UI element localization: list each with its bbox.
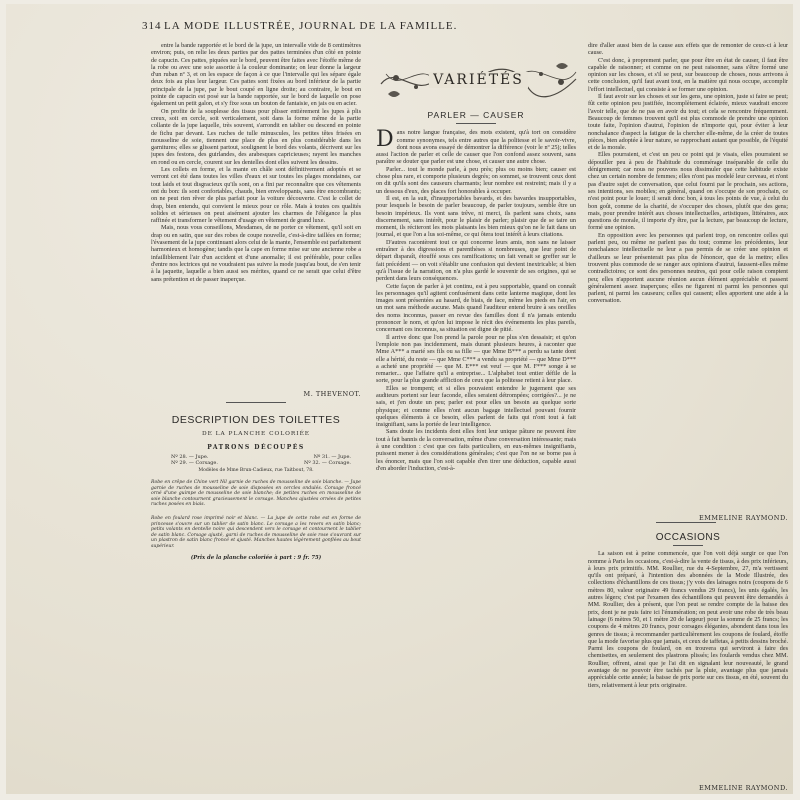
modeles-credit: Modèles de Mme Brun-Cadieux, rue Taitbout, 78.	[198, 468, 314, 473]
dropcap: D	[376, 127, 394, 153]
newspaper-page	[6, 4, 793, 794]
column-occasions	[588, 528, 788, 778]
varietes-banner	[376, 54, 581, 106]
paragraph: Cette façon de parler à jet continu, est à peu supportable, quand on connaît les personnages qu'il agitent confusément dans cette lanterne magique, dont les images sont présentées au hasard, de biais, de face, même les pieds en l'air, en un mot sans méthode aucune. Mais quand l'auditeur entend bruire à ses oreilles des noms inconnus, passer en revue des familles dont il n'a jamais entendu prononcer le nom, et qu'on lui impose le récit des événements les plus pareils, concernant ces inconnus, sa situation est digne de pitié.	[376, 282, 576, 334]
page-number: 314	[142, 20, 162, 32]
paragraph: En opposition avec les personnes qui parlent trop, on rencontre celles qui parlent peu, ou même ne parlent pas du tout; comme les précédentes, leur nonchalance intellectuelle ne leur a pas permis de se créer une opinion et d'ailleurs se leur présenterait pas plus de l'énoncer, que de la mettre; elles trouvent plus commode de se ranger aux opinions d'autrui, faussent-elles même contradictoires; ce sont des personnes neutres, qui pour celle raison comptent peu; elles n'apportent aucune réunion aucun élément appréciable et passent généralement assez inaperçues; elles ne figurent ni parmi les personnes qui parlent, ni parmi les causeurs; celles qui causent; elles apportent une aide à la conversation.	[588, 231, 788, 305]
description-heading: DESCRIPTION DES TOILETTES	[171, 414, 341, 426]
planche-price: (Prix de la planche coloriée à part : 9 fr. 75)	[190, 555, 322, 561]
paragraph: dire d'aller aussi bien de la cause aux effets que de remonter de ceux-ci à leur cause.	[588, 42, 788, 57]
column-varietes	[376, 108, 576, 798]
paragraph: Elles se trompent; et si elles pouvaient entendre le jugement que ses auditeurs portent sur leur faconde, elles seraient détrompées; corrigées?... je ne sais, et j'en doute un peu; parler est pour elles un besoin au quelque sorte physique; et comme elles n'ont aucun bagage intellectuel pouvant fournir quelques éléments à ce besoin, elles parlent de faits qui n'ont tout à fait insignifiant, sans la portée de leur intelligence.	[376, 384, 576, 429]
paragraph: Dans notre langue française, des mots existent, qu'à tort on considère comme synonymes, tels entre autres que la politesse et le savoir-vivre, dont nous avons essayé de démontrer la différence (voir le nº 25); telles aussi l'action de parler et celle de causer que l'on confond assez souvent, sans paraître se douter que parler est une chose, et causer une autre chose.	[376, 127, 576, 166]
divider	[656, 522, 716, 523]
signature-thevenot: M. THEVENOT.	[303, 390, 361, 398]
paragraph: D'autres racontèrent tout ce qui concerne leurs amis, non sans ne laisser entraîner à des digressions et parenthèses si nombreuses, que leur point de départ disparaît, étouffé sous ces ramifications; un fait venait se greffer sur le fait précédent — on voit s'établir une confusion qui devient inextricable; si bien qu'à l'issue de la narration, on n'a plus gardé le souvenir de ses origines, qui se perdent dans leurs conséquences.	[376, 238, 576, 283]
paragraph: Les collets en forme, et la mante en châle sont définitivement adoptés et se verront cet été dans toutes les villes d'eaux et sur toutes les plages mondaines, car tout laids et tout disgracieux qu'ils sont, on a fini par reconnaître que ces vêtements ont du bon: ils sont confortables, chauds, bien enveloppants, sans être encombrants; on ne peut rien rêver de plus parfait pour la voiture découverte. C'est le collet de drap, bien entendu, qui convient le mieux pour ce rôle. Mais à toutes ces qualités solides et sérieuses on peut aisément ajouter les charmes de l'élégance la plus raffinée et transformer le vêtement d'usage en vêtement de grand luxe.	[151, 166, 361, 225]
occasions-heading: OCCASIONS	[655, 532, 721, 543]
paragraph: Parler... tout le monde parle, à peu près; plus ou moins bien; causer est chose plus rare, et comporte plusieurs degrés; on sommet, se trouvent ceux dont on dit qu'ils sont des causeurs charmants; leur nombre est restreint; mais il y a un dessous d'eux, des places fort honorables à occuper.	[376, 165, 576, 195]
page-header	[144, 20, 784, 32]
paragraph: Il faut avoir sur les choses et sur les gens, une opinion, juste si faire se peut; fût cette opinion peu justifiée, incomplètement éclairée, mieux vaudrait encore l'avoir telle, que de ne pas en avoir du tout; et cela se rencontre fréquemment. Beaucoup de femmes trouvent qu'il est plus commode de prendre une opinion toute faite, l'opinion d'autrui, l'opinion de n'importe qui, pour éviter à leur nonchalance d'aspect la fatigue de la chercher elle-même, de la créer de toutes pièces, bien adoptée à leur nature, se rapprochant autant que possible, de l'équité et de la morale.	[588, 93, 788, 152]
description-text-1: Robe en crêpe de Chine vert Nil garnie de ruches de mousseline de soie blanche. — Jupe garnie de ruches de mousseline de soie disposées en cercles ondulés. Corsage froncé orné d'une guimpe de mousseline de soie blanche; de petites ruches en mousseline de soie blanche contournent gracieusement le corsage. Manches ajustées ornées de petites ruches posées en biais.	[151, 480, 361, 507]
divider	[673, 545, 703, 546]
patrons-list	[171, 454, 351, 466]
paragraph: entre la bande rapportée et le bord de la jupe, un intervalle vide de 8 centimètres environ; puis, on relie les deux parties par des pattes terminées d'un côté en pointe de capucin. Ces pattes, piquées sur le bord, peuvent être faites avec l'étoffe même de la robe ou avec une soie assortie à la couleur dominante; on leur donne la largeur d'un ruban nº 3, et on les espace de façon à ce que l'intervalle qui les sépare égale deux fois au plus leur largeur. Ces pattes sont fixées au bord inférieur de la partie principale de la jupe, par le bout coupé en ligne droite; au contraire, le bout en pointe de capucin est posé sur la bande rapportée, sur le bord de laquelle on pose également un petit galon, et s'y fixe sous un bouton de fantaisie, en jais ou en acier.	[151, 42, 361, 108]
description-subtitle: DE LA PLANCHE COLORIÉE	[201, 431, 311, 437]
paragraph: La saison est à peine commencée, que l'on voit déjà surgir ce que l'on nomme à Paris les occasions, c'est-à-dire la vente de tissus, à des prix inférieurs, à leurs prix primitifs. MM. Roullier, rue du 4-Septembre, 27, m'a vertissent qu'ils ont préparé, à l'intention des abonnées de la Mode Illustrée, des collections d'échantillons de ces tissus; j'y vois des lainages noirs (coupons de 6 mètres 80, valeur originaire 49 francs vendus 29 francs), les unis égalés, les autres légers; c'est par l'examen des échantillons qui peuvent être demandés à MM. Roullier, des à présent, que l'on peut se rendre compte de la baisse des prix, dont je ne puis faire ici l'énumération; on peut avoir une robe de très beau lainage (6 mètres 50, et 1 mètre 20 de largeur) pour la somme de 25 francs; les coupons de 4 mètres 20 francs, pour corsages élégantes, abondent dans tous les genres de tissus; à recommander particulièrement les coupons de foulard, étoffe que la mode favorise plus que jamais, et ceux de taffetas, à petits dessins broché. Parmi les coupons de foulard, on en trouvera qui serviront à faire des chemisettes, en seulement des plastrons plissés; les foulards vendus chez MM. Roullier, offrent, ainsi que je l'ai dit en signalant leur nouveauté, le grand avantage de ne pouvoir être tachés par la pluie, avantage plus que jamais appréciable cette année; la baisse de prix porte sur ces tissus, en été, souvent du tiers, relativement à leur prix originaire.	[588, 550, 788, 689]
paragraph: Mais, nous vous conseillons, Mesdames, de ne porter ce vêtement, qu'il soit en drap ou en satin, que sur des robes de coupe nouvelle, c'est-à-dire taillées en forme; l'évasement de la jupe continuant alors celui de la mante, l'ensemble est parfaitement harmonieux et homogène; tandis que la cape en forme mise sur une ancienne robe a infailliblement l'air d'un accident et d'une anomalie; il est préférable, pour celles d'entre nos lectrices qui ne voudraient pas suivre la mode jusqu'au bout, de s'en tenir à la jaquette, laquelle a bien aussi ses mérites, quand ce ne serait que celui d'être sans prétention et de passer inaperçue.	[151, 224, 361, 283]
signature-raymond: EMMELINE RAYMOND.	[698, 514, 788, 522]
patrons-row: Nº 29. — Corsage. Nº 32. — Corsage.	[171, 460, 351, 466]
divider	[456, 123, 496, 124]
column-varietes-continued	[588, 42, 788, 512]
paragraph: Sans doute les incidents dont elles font leur unique pâture ne peuvent être tout à fait bannis de la conversation, même d'une conversation intéressante; mais à une condition : c'est que ces faits particuliers, en eux-mêmes insignifiants, puissent mener à des considérations générales; c'est que l'on ne se borne pas à les énoncer, mais que l'on soit capable d'en tirer une déduction, capable aussi d'en aborder l'induction, c'est-à-	[376, 428, 576, 472]
paragraph: C'est donc, à proprement parler, que pour être en état de causer, il faut être capable de raisonner; et comme on ne peut raisonner, sans s'être formé une opinion sur les choses, et s'il se peut, sur beaucoup de choses, nous arrivons à cette conclusion, qu'il faut avant tout, en la matière qui nous occupe, accomplir l'effort intellectuel, qui consiste à se former une opinion.	[588, 56, 788, 93]
divider	[226, 402, 286, 403]
description-text-2: Robe en foulard rose imprimé noir et blanc. — La jupe de cette robe est en forme de princesse s'ouvre sur un tablier de satin blanc. Le corsage a les revers en satin blanc; petits volants en dentelle noire qui descendent vers le corsage et contournent le tablier de satin blanc. Corsage ajusté, garni de ruches de mousseline de soie rose s'ouvrant sur un plastron de satin blanc froncé et ajusté. Manches hautes légèrement gonflées au bout supérieur.	[151, 516, 361, 549]
signature-occasions: EMMELINE RAYMOND.	[698, 784, 788, 792]
journal-title: LA MODE ILLUSTRÉE, JOURNAL DE LA FAMILLE.	[164, 20, 458, 32]
paragraph: Elles pourraient, et c'est un peu ce point qui je visais, elles pourraient se dépouiller peu à peu de l'habitude du commérage inséparable de celle du dénigrement; car nous ne pouvons nous dissimuler que cette habitude existe chez un certain nombre de femmes; elles n'ont pas modelé leur cerveau, et n'ont pas d'autre sujet de conversation, que celui fourni par le prochain, ses actions, ses intentions, ses mobiles; en général, quand on s'occupe de son prochain, ce n'est point pour le louer; il serait donc bon, à tous les points de vue, à celui du bon goût, comme de la charité, de s'occuper des choses, plutôt que des gens; mais, pour prendre intérêt aux choses intellectuelles, artistiques, littéraires, aux questions de morale, il importe d'y être, par la lecture, par beaucoup de lecture, formé une opinion.	[588, 151, 788, 232]
paragraph: Il arrive donc que l'on prend la parole pour ne plus s'en dessaisir; et qu'on l'emploie non pas incidemment, mais durant plusieurs heures, à raconter que Mme A*** a marié ses fils ou sa fille — que Mme B*** a perdu sa tante dont elle a hérité, du reste — que Mme C*** a vendu sa propriété — que Mme D*** a acheté une propriété — que M. E*** est veuf — que M. F*** songe à se remarier... que l'affaire qu'il a entreprise... L'alphabet tout entier défile de la sorte, pour la plus grande affliction de ceux que la politesse retient à leur place.	[376, 333, 576, 385]
article-title: PARLER — CAUSER	[427, 110, 525, 120]
column-fashion-article	[151, 42, 361, 382]
patrons-heading: PATRONS DÉCOUPÉS	[207, 444, 305, 451]
varietes-title: VARIÉTÉS	[429, 72, 528, 88]
patrons-row: Nº 28. — Jupe. Nº 31. — Jupe.	[171, 454, 351, 460]
paragraph: Il est, en la suit, d'insupportables bavards, et des bavardes insupportables, pour lesquels le besoin de parler beaucoup, de parler toujours, semble être un besoin impérieux. Ils vont sans trêve, ni merci, ils parlent sans choix, sans discernement, sans intérêt, pour le plaisir de parler; plaisir que de se taire un moment, ils réciteront les mots plaisants les bien mieux qu'on ne le fait dans un journal, et que l'on a lus soi-même, ce qui ôtera tout intérêt à leurs citations.	[376, 194, 576, 239]
paragraph: On profite de la souplesse des tissus pour plisser entièrement les jupes à plis creux, soit en cercle, soit verticalement, soit dans la forme même de la partie collante de la jupe laquelle, très souvent, s'arrondit en tablier ou descend en pointe de fichu par devant. Les ruches de tulle minuscules, les petites têtes frisées en mousseline de soie, tiennent une place de plus en plus considérable dans les garnitures; elles se glissent partout, soulignent le bord des volants, décrivent sur les jupes des festons, des guirlandes, des arabesques capricieuses; rayent les manches en rond ou en cercle, courent sur les dentelles dont elles suivent les dessins.	[151, 107, 361, 166]
